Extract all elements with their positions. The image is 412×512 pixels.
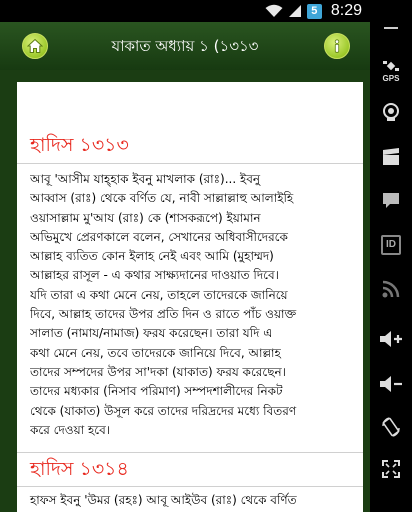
menu-handle-icon[interactable] [370, 20, 412, 36]
divider [17, 163, 363, 164]
hadith-line: থেকে (যাকাত) উসূল করে তাদের দরিদ্রদের মধ্যে বিতরণ [30, 403, 297, 418]
hadith-line: যদি তারা এ কথা মেনে নেয়, তাহলে তাদেরকে জানিয়ে [30, 287, 288, 302]
system-side-bar [370, 0, 412, 512]
volume-up-icon[interactable] [370, 326, 412, 352]
speaker-plus-icon [379, 330, 403, 348]
info-icon [329, 38, 345, 54]
id-icon[interactable] [370, 232, 412, 258]
app-window [0, 22, 370, 512]
hadith-line: আল্লাহর রাসূল - এ কথার সাক্ষ্যদানের দাওয়াত দিবে। [30, 268, 279, 283]
hadith-line: অভিমুখে প্রেরণকালে বলেন, সেখানের অধিবাসীদেরকে [30, 229, 288, 244]
video-icon [381, 148, 401, 166]
fullscreen-icon[interactable] [370, 456, 412, 482]
expand-icon [382, 460, 400, 478]
clapper-icon[interactable] [370, 145, 412, 169]
notification-icon: 5 [307, 4, 322, 19]
hadith-line: তাদের সম্পদের উপর সা'দকা (যাকাত) ফরয করেছেন। [30, 364, 286, 379]
hadith-line: ওয়াসাল্লাম মু'আয (রাঃ) কে (শাসকরূপে) ইয়ামান [30, 210, 261, 225]
hadith-line: তাদের মধ্যকার (নিসাব পরিমাণ) সম্পদশালীদের নিকট [30, 384, 283, 399]
divider [17, 486, 363, 487]
camera-icon[interactable] [370, 100, 412, 124]
divider [17, 452, 363, 453]
speaker-minus-icon [379, 375, 403, 393]
title-bar [0, 22, 370, 70]
feed-icon [382, 280, 400, 298]
home-icon [27, 38, 43, 54]
hadith-line: করে দেওয়া হবে। [30, 422, 111, 437]
volume-down-icon[interactable] [370, 371, 412, 397]
hadith-text: হাফস ইবনু 'উমর (রহঃ) আবূ আইউব (রাঃ) থেকে বর্ণিত [30, 493, 297, 507]
home-button[interactable] [22, 33, 48, 59]
status-icons [265, 0, 362, 22]
webcam-icon [381, 102, 401, 122]
hadith-content[interactable] [17, 82, 363, 512]
hadith-line: আবূ 'আসীম যাহ্হাক ইবনু মাখলাক (রাঃ)... ইবনু [30, 172, 261, 186]
wifi-icon [265, 4, 283, 18]
id-label: ID [381, 235, 401, 255]
signal-icon [288, 4, 302, 18]
hadith-line: কথা মেনে নেয়, তবে তাদেরকে জানিয়ে দিবে, আল্লাহ [30, 345, 281, 360]
hadith-text [30, 170, 358, 440]
hadith-line: আব্বাস (রাঃ) থেকে বর্ণিত যে, নাবী সাল্লাল্লাহু আলাইহি [30, 191, 294, 206]
status-time: 8:29 [330, 2, 362, 19]
hadith-line: সালাত (নামায/নামাজ) ফরয করেছেন। তারা যদি এ [30, 326, 273, 341]
chat-icon [381, 191, 401, 209]
hadith-line: আল্লাহ ব্যতিত কোন ইলাহ নেই এবং আমি (মুহাম্মদ) [30, 249, 274, 264]
rotate-icon[interactable] [370, 414, 412, 440]
satellite-icon [382, 59, 400, 73]
hadith-line: দিবে, আল্লাহ তাদের উপর প্রতি দিন ও রাতে পাঁচ ওয়াক্ত [30, 307, 297, 322]
status-bar [0, 0, 370, 22]
page-title: যাকাত অধ্যায় ১ (১৩১৩ [111, 37, 259, 55]
gps-icon[interactable] [370, 58, 412, 84]
hadith-heading: হাদিস ১৩১৪ [30, 458, 129, 480]
gps-label: GPS [382, 74, 400, 83]
info-button[interactable] [324, 33, 350, 59]
rotate-screen-icon [381, 416, 401, 438]
message-icon[interactable] [370, 188, 412, 212]
hadith-heading: হাদিস ১৩১৩ [30, 134, 129, 156]
rss-icon[interactable] [370, 277, 412, 301]
